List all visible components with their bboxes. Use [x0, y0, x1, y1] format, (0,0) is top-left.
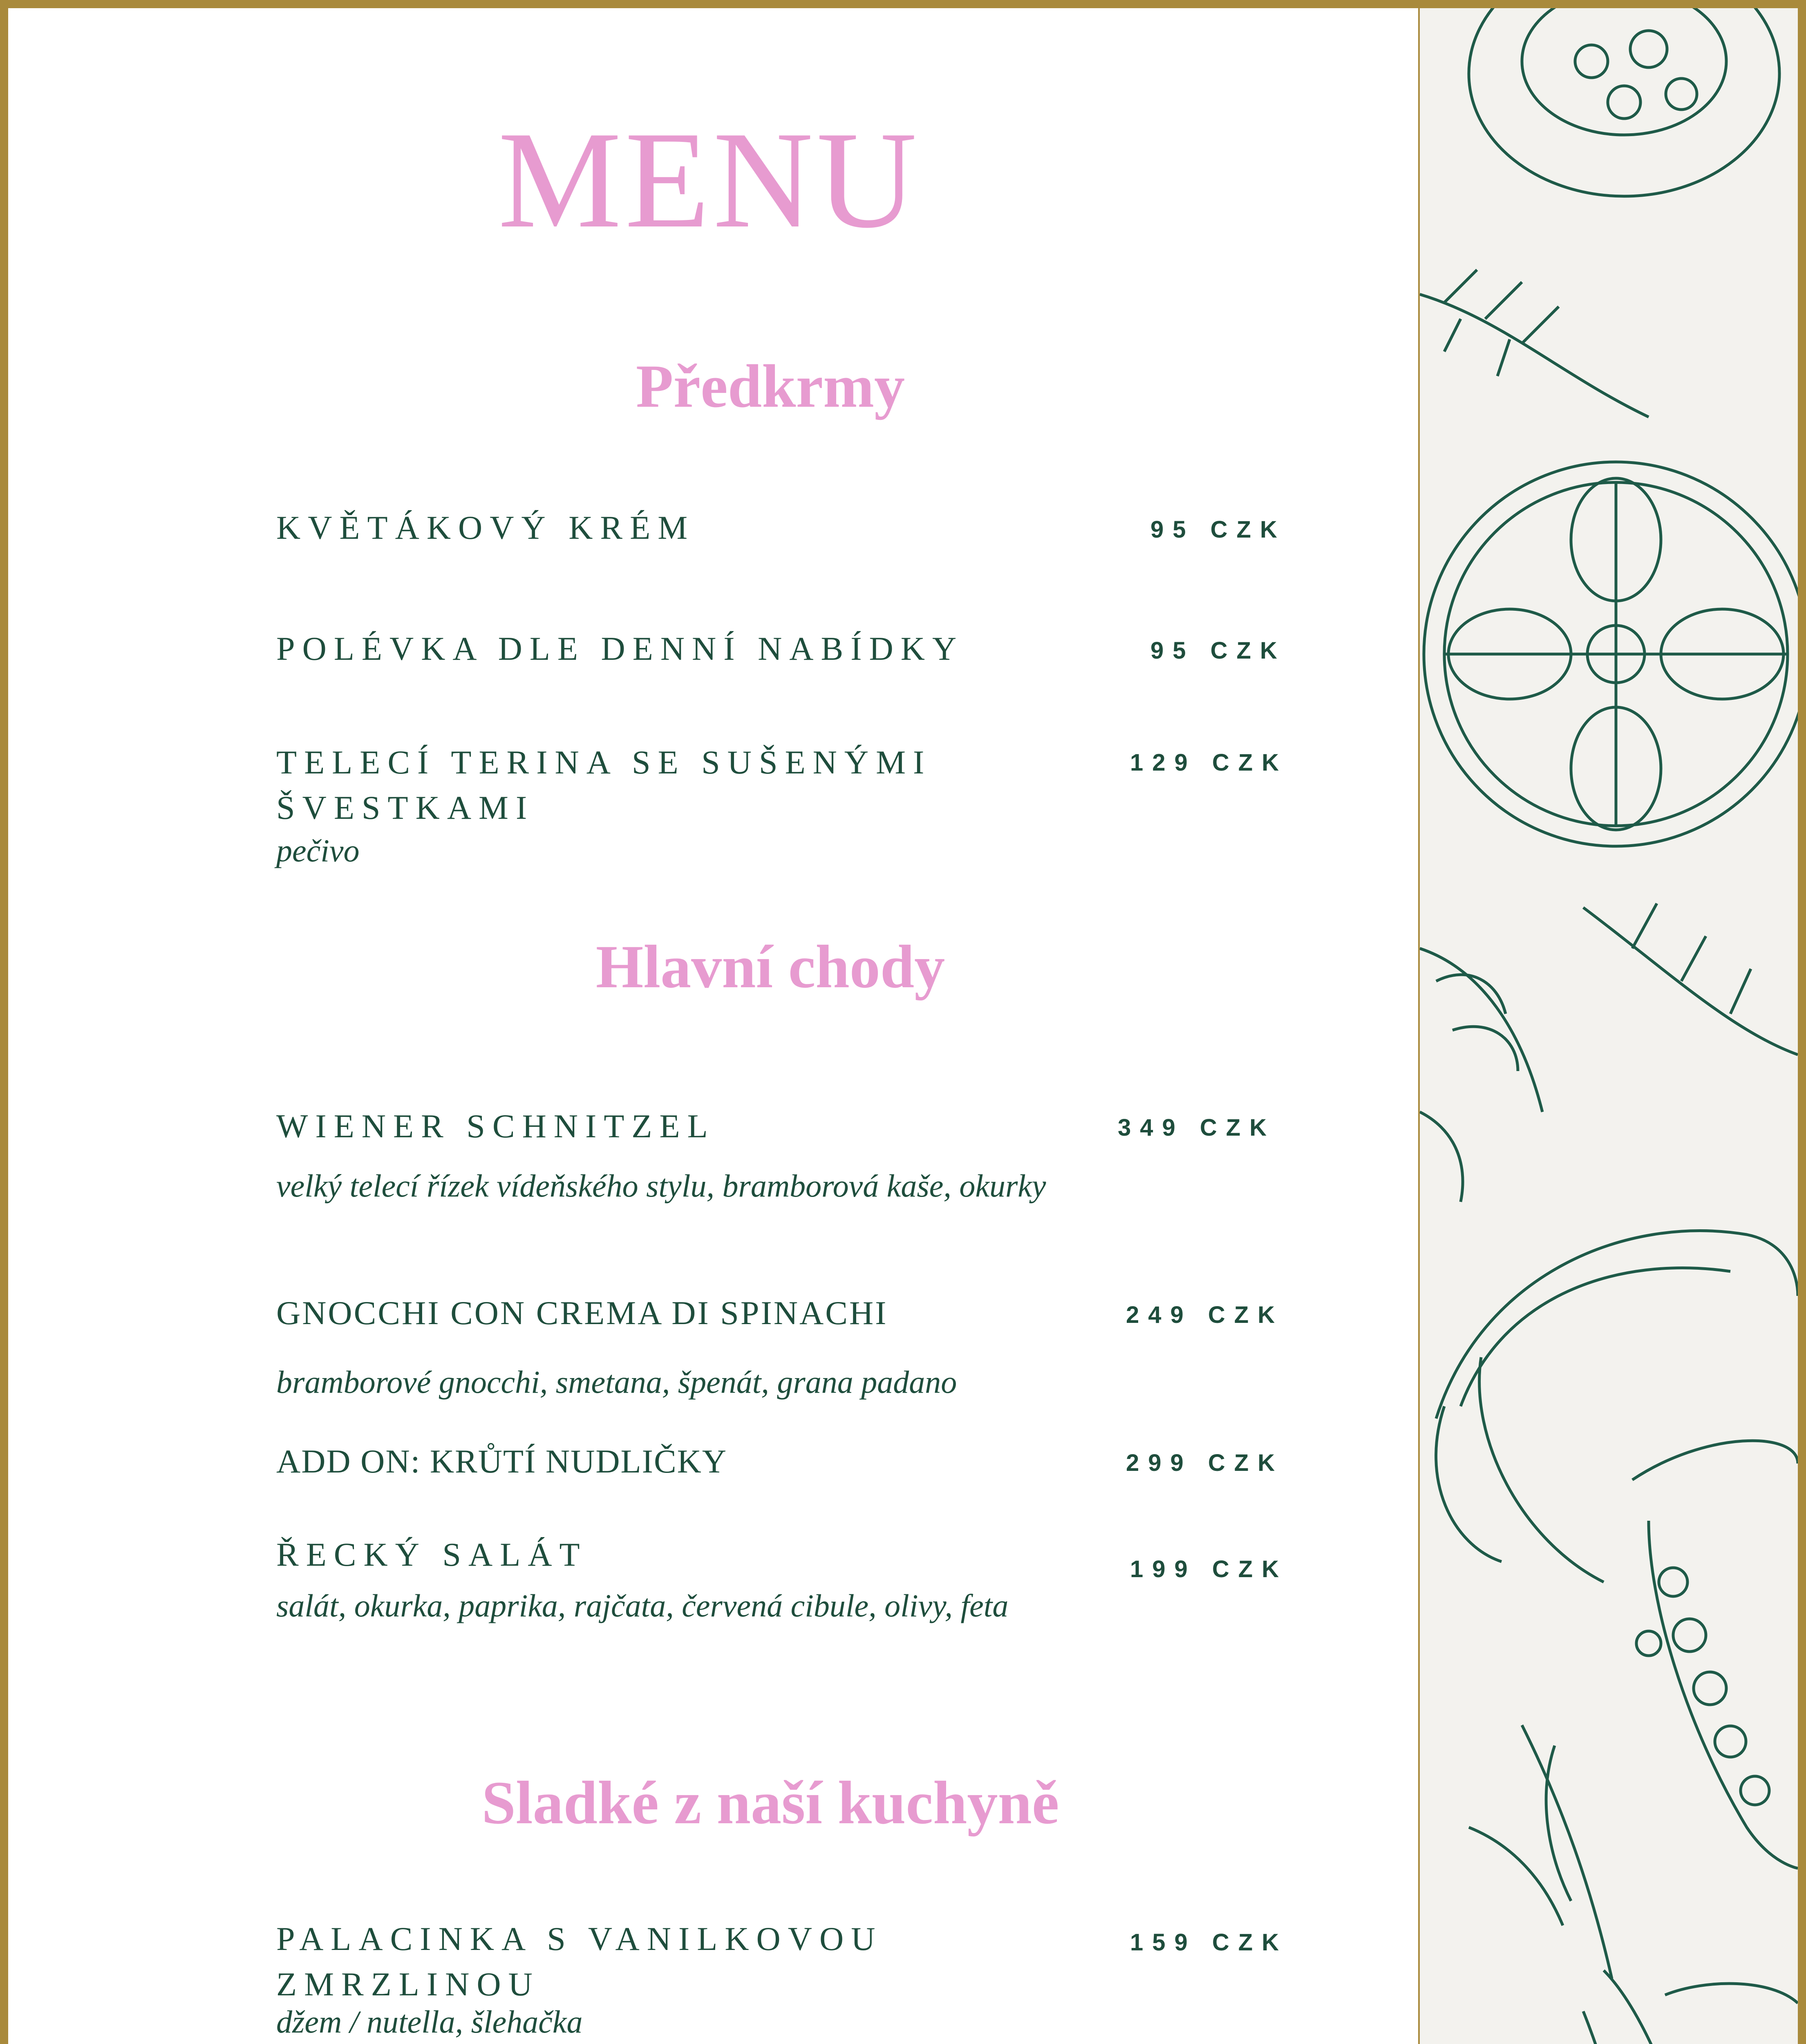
- menu-item-price: 95 CZK: [1150, 637, 1286, 664]
- menu-item-price: 95 CZK: [1150, 516, 1286, 543]
- menu-item-price: 249 CZK: [1126, 1302, 1284, 1328]
- menu-item-name: WIENER SCHNITZEL: [276, 1107, 715, 1145]
- menu-item-name: POLÉVKA DLE DENNÍ NABÍDKY: [276, 630, 964, 667]
- menu-item-price: 199 CZK: [1130, 1556, 1288, 1582]
- section-heading-predkrmy: Předkrmy: [636, 352, 905, 420]
- octopus-icon: [1632, 1441, 1798, 1868]
- menu-item-name: GNOCCHI CON CREMA DI SPINACHI: [276, 1294, 888, 1331]
- menu-item-description: bramborové gnocchi, smetana, špenát, grana padano: [276, 1364, 957, 1400]
- garlic-icon: [1469, 8, 1779, 196]
- menu-item-description: pečivo: [276, 833, 360, 868]
- menu-item-name: TELECÍ TERINA SE SUŠENÝMI ŠVESTKAMI: [276, 744, 932, 826]
- menu-item-name: ADD ON: KRŮTÍ NUDLIČKY: [276, 1443, 727, 1480]
- menu-item-description: džem / nutella, šlehačka: [276, 2004, 583, 2040]
- menu-item-name: PALACINKA S VANILKOVOU ZMRZLINOU: [276, 1920, 883, 2003]
- shrimp-icon: [1436, 1231, 1798, 1582]
- menu-item-price: 129 CZK: [1130, 749, 1288, 776]
- menu-item-price: 159 CZK: [1130, 1929, 1288, 1956]
- food-illustration-panel: [1420, 8, 1798, 2044]
- menu-item-price: 349 CZK: [1118, 1114, 1276, 1141]
- section-heading-sladke: Sladké z naší kuchyně: [481, 1769, 1059, 1837]
- menu-item-price: 299 CZK: [1126, 1450, 1284, 1476]
- menu-item-name: KVĚTÁKOVÝ KRÉM: [276, 509, 695, 546]
- menu-item-name: ŘECKÝ SALÁT: [276, 1536, 587, 1573]
- tomato-slice-icon: [1424, 462, 1798, 846]
- section-heading-hlavni-chody: Hlavní chody: [595, 933, 945, 1001]
- menu-title: MENU: [498, 103, 920, 257]
- menu-item-description: salát, okurka, paprika, rajčata, červená cibule, olivy, feta: [276, 1588, 1009, 1623]
- menu-item-description: velký telecí řízek vídeňského stylu, bramborová kaše, okurky: [276, 1168, 1046, 1204]
